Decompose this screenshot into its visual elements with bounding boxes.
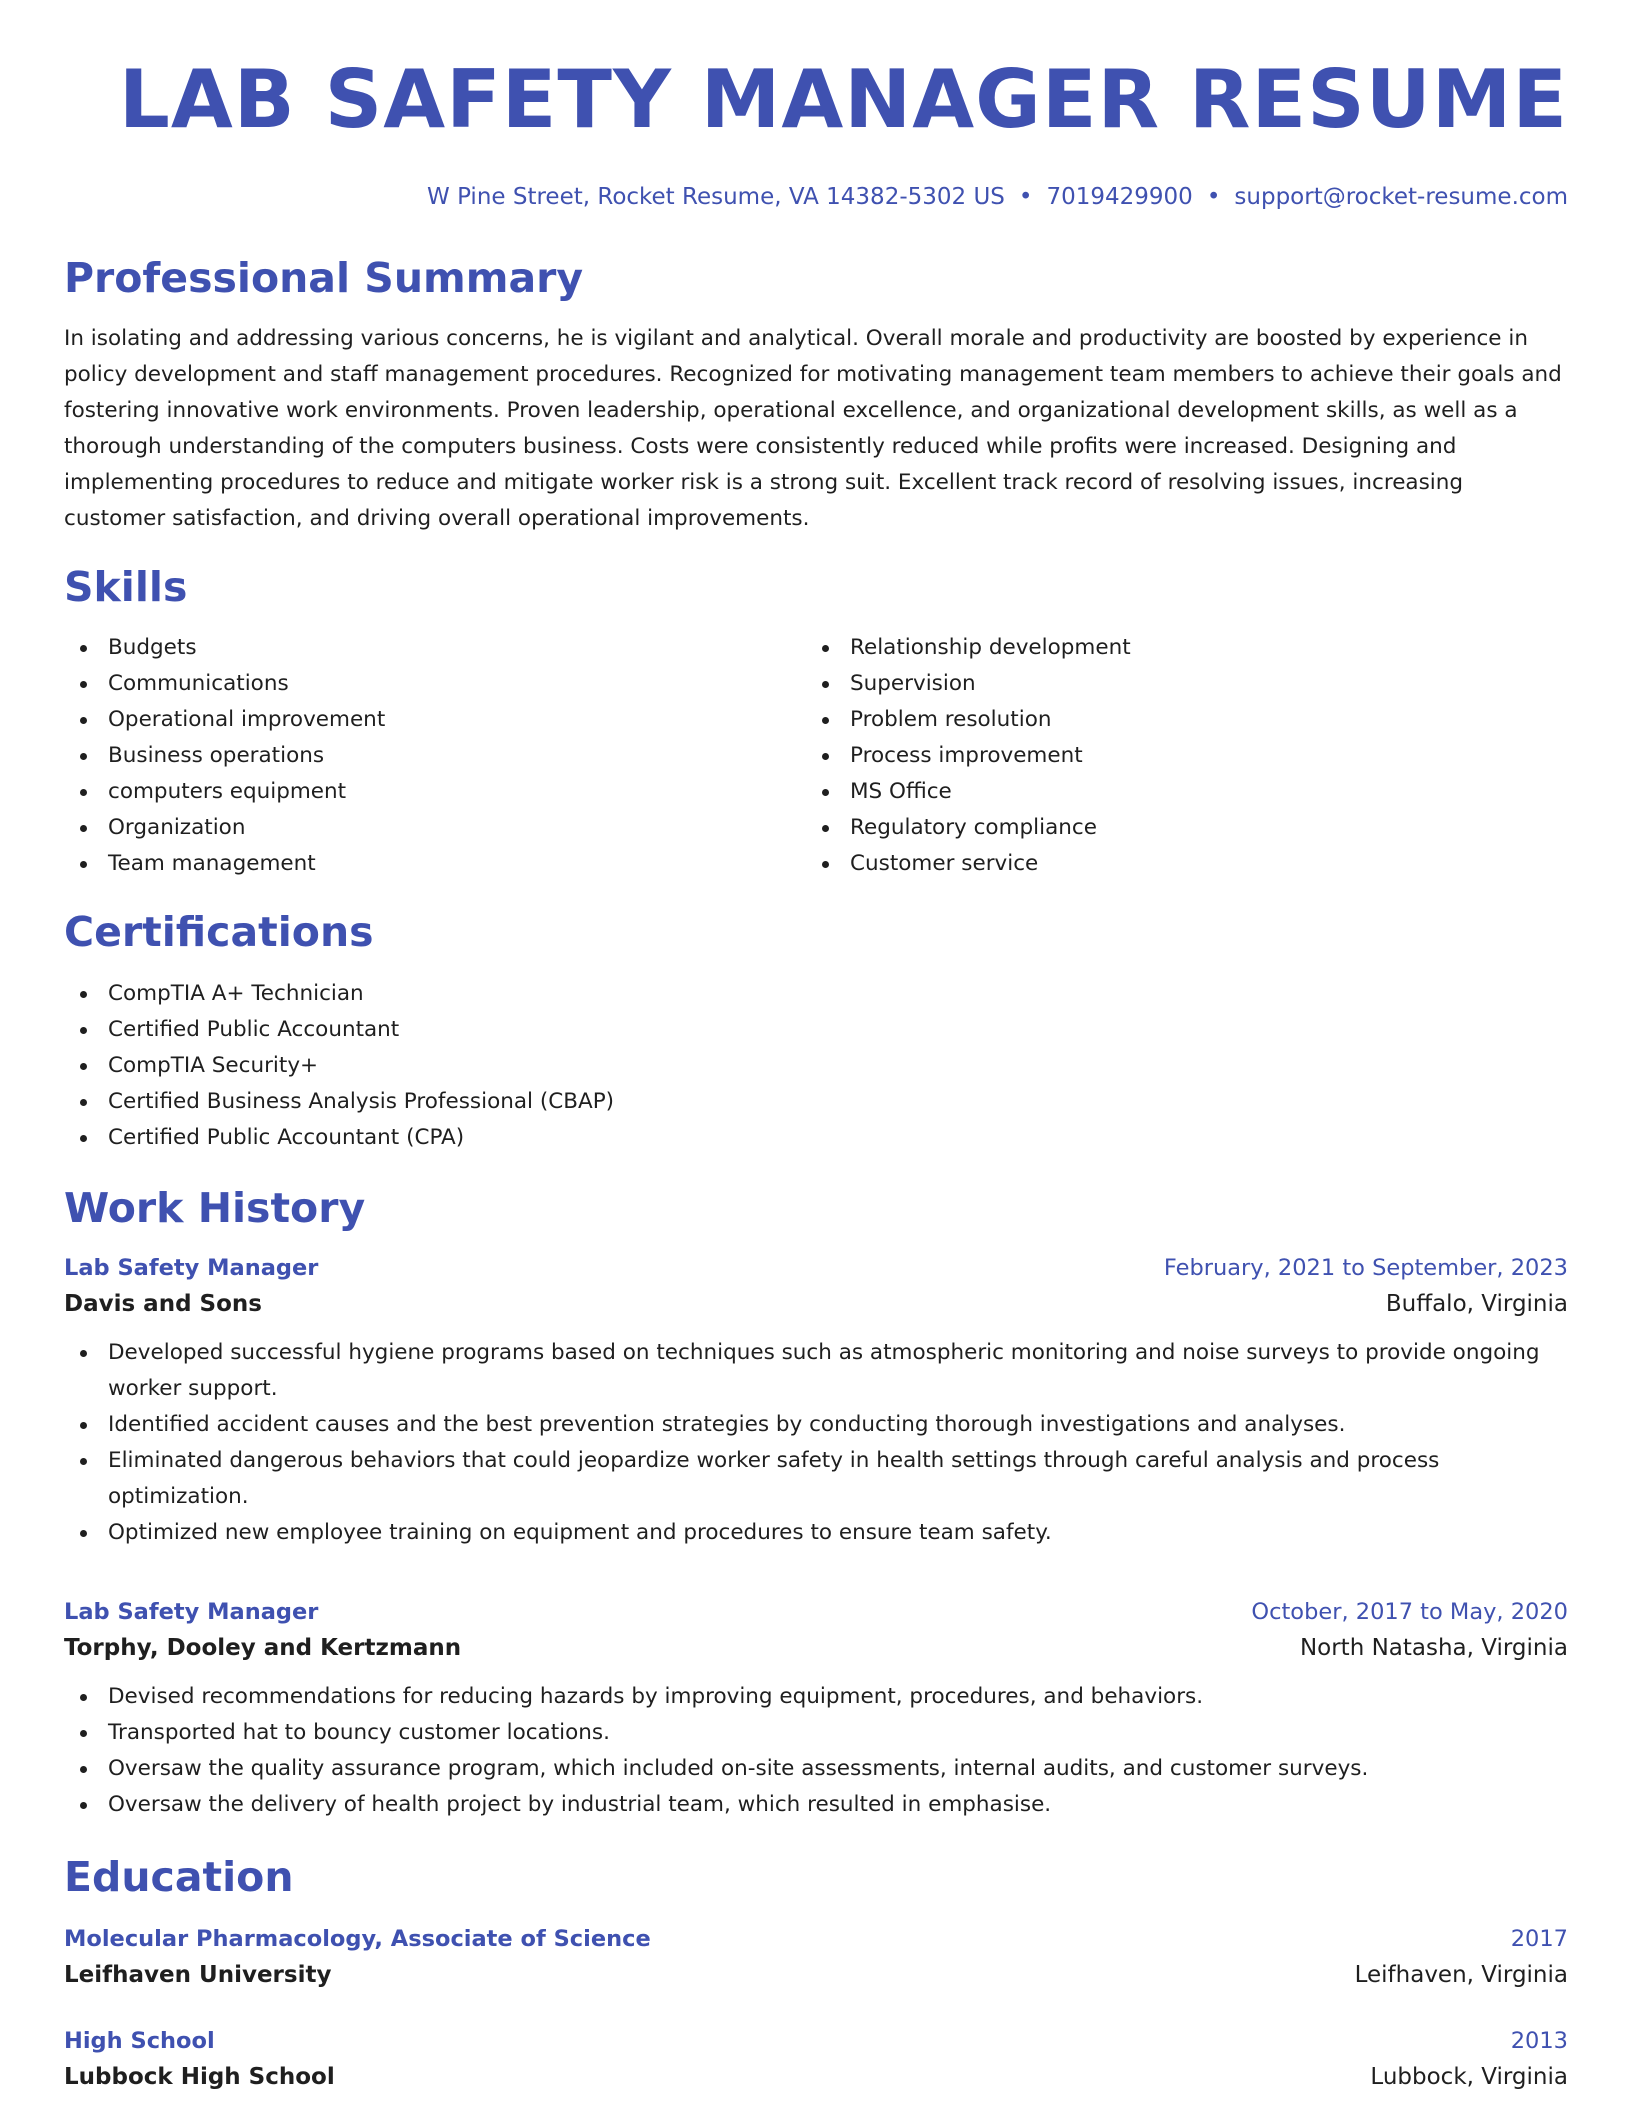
education-school-row [64,2058,1568,2096]
contact-address: W Pine Street, Rocket Resume, VA 14382-5302 US [427,184,1005,210]
education-degree: High School [64,2027,215,2054]
job-bullets [64,1335,1568,1551]
contact-line [64,184,1568,210]
certification-item: Certified Public Accountant [64,1012,1568,1048]
job-employer: Davis and Sons [64,1290,262,1317]
skills-left-column [64,630,806,882]
summary-heading: Professional Summary [64,254,584,302]
education-heading: Education [64,1852,294,1901]
job-bullet: Eliminated dangerous behaviors that could jeopardize worker safety in health settings through careful analysis and process optimization. [64,1443,1568,1515]
education-header-row [64,2024,1568,2058]
certification-item: Certified Public Accountant (CPA) [64,1120,1568,1156]
work-history-heading: Work History [64,1183,366,1232]
job-employer-row [64,1629,1568,1667]
education-entry [64,1922,1568,1994]
education-header-row [64,1922,1568,1956]
certification-item: CompTIA A+ Technician [64,976,1568,1012]
education-location: Leifhaven, Virginia [1354,1961,1568,1988]
job-bullet: Optimized new employee training on equipment and procedures to ensure team safety. [64,1515,1568,1551]
skill-item: Relationship development [806,630,1548,666]
skill-item: Process improvement [806,738,1548,774]
job-employer: Torphy, Dooley and Kertzmann [64,1634,462,1661]
job-bullet: Transported hat to bouncy customer locations. [64,1715,1568,1751]
skills-heading: Skills [64,563,188,612]
certifications-list [64,976,1568,1156]
job-bullet: Developed successful hygiene programs based on techniques such as atmospheric monitoring and noise surveys to provide ongoing worker support. [64,1335,1568,1407]
job-title: Lab Safety Manager [64,1254,319,1281]
skill-item: Organization [64,810,806,846]
job-header-row [64,1595,1568,1629]
skill-item: Regulatory compliance [806,810,1548,846]
resume-title: LAB SAFETY MANAGER RESUME [118,53,1568,146]
skills-right-column [806,630,1548,882]
skill-item: Problem resolution [806,702,1548,738]
job-bullet: Devised recommendations for reducing hazards by improving equipment, procedures, and behaviors. [64,1679,1568,1715]
job-dates: February, 2021 to September, 2023 [1163,1254,1568,1281]
job-employer-row [64,1285,1568,1323]
skill-item: MS Office [806,774,1548,810]
skill-item: Customer service [806,846,1548,882]
skill-item: Operational improvement [64,702,806,738]
skill-item: Team management [64,846,806,882]
job-bullet: Oversaw the quality assurance program, which included on-site assessments, internal audits, and customer surveys. [64,1751,1568,1787]
job-header-row [64,1251,1568,1285]
contact-separator: • [1206,184,1221,210]
job-bullet: Identified accident causes and the best prevention strategies by conducting thorough investigations and analyses. [64,1407,1568,1443]
contact-email: support@rocket-resume.com [1234,184,1568,210]
education-year: 2017 [1510,1925,1568,1952]
job-bullets [64,1679,1568,1823]
skill-item: Budgets [64,630,806,666]
education-location: Lubbock, Virginia [1370,2063,1568,2090]
skill-item: Supervision [806,666,1548,702]
skill-item: Business operations [64,738,806,774]
job-dates: October, 2017 to May, 2020 [1251,1598,1568,1625]
skills-grid [64,630,1568,882]
job-bullet: Oversaw the delivery of health project by industrial team, which resulted in emphasise. [64,1787,1568,1823]
job-entry [64,1251,1568,1551]
education-school: Leifhaven University [64,1961,332,1988]
education-year: 2013 [1510,2027,1568,2054]
education-school-row [64,1956,1568,1994]
certification-item: CompTIA Security+ [64,1048,1568,1084]
skill-item: Communications [64,666,806,702]
certifications-heading: Certifications [64,908,374,957]
summary-text: In isolating and addressing various concerns, he is vigilant and analytical. Overall morale and productivity are boosted by experience in policy development and staff management procedures. Recognized for motivating management team members to achieve their goals and fostering innovative work environments. Proven leadership, operational excellence, and organizational development skills, as well as a thorough understanding of the computers business. Costs were consistently reduced while profits were increased. Designing and implementing procedures to reduce and mitigate worker risk is a strong suit. Excellent track record of resolving issues, increasing customer satisfaction, and driving overall operational improvements. [64,326,1562,532]
job-entry [64,1595,1568,1823]
skill-item: computers equipment [64,774,806,810]
education-degree: Molecular Pharmacology, Associate of Science [64,1925,651,1952]
job-location: Buffalo, Virginia [1385,1290,1568,1317]
education-school: Lubbock High School [64,2063,335,2090]
job-location: North Natasha, Virginia [1299,1634,1568,1661]
contact-phone: 7019429900 [1046,184,1193,210]
education-entry [64,2024,1568,2096]
certification-item: Certified Business Analysis Professional (CBAP) [64,1084,1568,1120]
contact-separator: • [1018,184,1033,210]
job-title: Lab Safety Manager [64,1598,319,1625]
